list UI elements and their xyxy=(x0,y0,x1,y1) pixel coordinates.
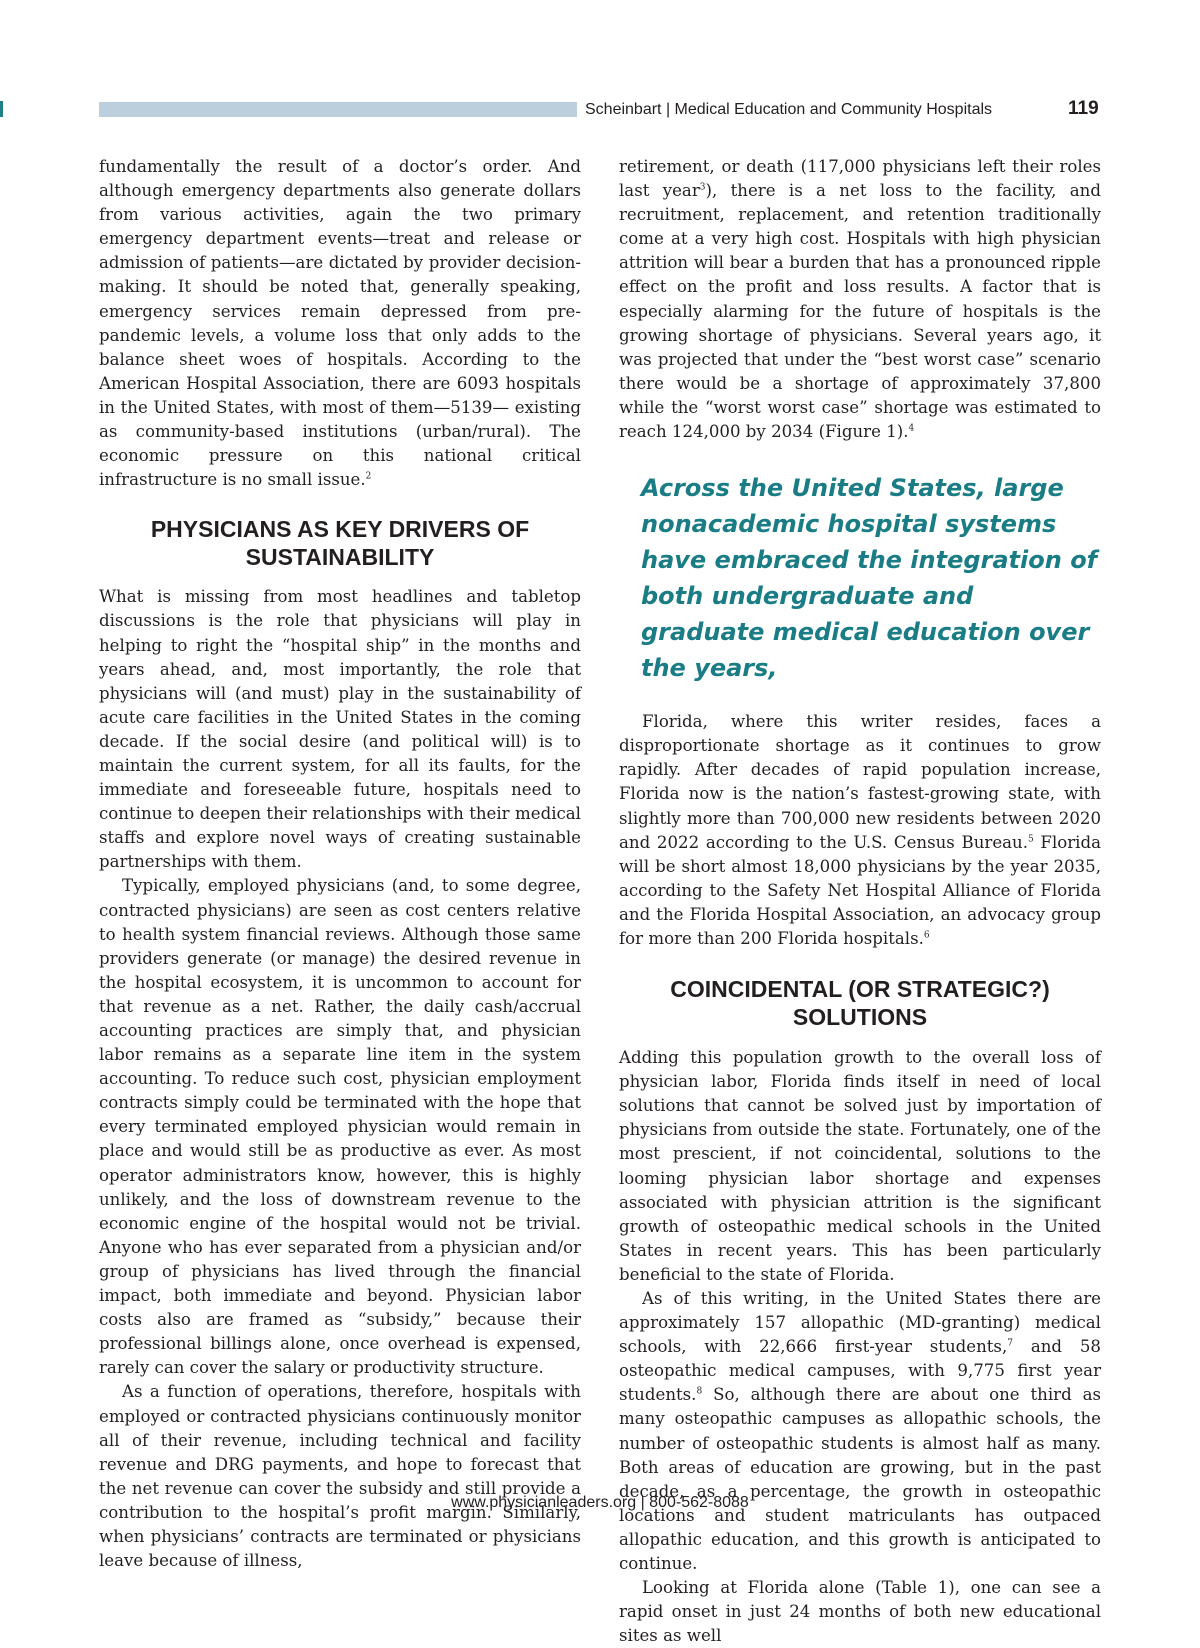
paragraph: Looking at Florida alone (Table 1), one can see a rapid onset in just 24 months of both new educational sites as well xyxy=(619,1578,1101,1646)
paragraph: As a function of operations, therefore, hospitals with employed or contracted physicians continuously monitor all of their revenue, including technical and facility revenue and DRG payments, and hope to forecast that the net revenue can cover the subsidy and still provide a contribution to the hospital’s profit margin. Similarly, when physicians’ contracts are terminated or physicians leave because of illness, xyxy=(99,1382,581,1571)
right-column xyxy=(619,155,1101,1648)
footer-contact: www.physicianleaders.org | 800-562-8088 xyxy=(451,1494,749,1511)
footnote-ref: 4 xyxy=(908,423,915,434)
section-heading: COINCIDENTAL (OR STRATEGIC?) SOLUTIONS xyxy=(670,976,1050,1031)
footnote-ref: 2 xyxy=(365,471,372,482)
paragraph: fundamentally the result of a doctor’s order. And although emergency departments also generate dollars from various activities, again the two primary emergency department events—treat and release or admission of patients—are dictated by provider decision-making. It should be noted that, generally speaking, emergency services remain depressed from pre-pandemic levels, a volume loss that only adds to the balance sheet woes of hospitals. According to the American Hospital Association, there are 6093 hospitals in the United States, with most of them—5139— existing as community-based institutions (urban/rural). The economic pressure on this national critical infrastructure is no small issue.$^2$ xyxy=(99,157,581,490)
footnote-ref: 6 xyxy=(923,930,930,941)
section-heading: PHYSICIANS AS KEY DRIVERS OF SUSTAINABILITY xyxy=(150,516,530,571)
footnote-ref: 8 xyxy=(696,1386,703,1397)
left-column xyxy=(99,155,581,1573)
paragraph: What is missing from most headlines and tabletop discussions is the role that physicians will play in helping to right the “hospital ship” in the months and years ahead, and, most importantly, the role that physicians will (and must) play in the sustainability of acute care facilities in the United States in the coming decade. If the social desire (and political will) is to maintain the current system, for all its faults, for the immediate and foreseeable future, hospitals need to continue to deepen their relationships with their medical staffs and explore novel ways of creating sustainable partnerships with them. xyxy=(99,587,581,872)
header-bar xyxy=(99,102,577,117)
footnote-ref: 3 xyxy=(699,182,706,193)
page-number: 119 xyxy=(1068,98,1099,119)
footnote-ref: 7 xyxy=(1007,1338,1013,1349)
paragraph: retirement, or death (117,000 physicians left their roles last year$^3$), there is a net loss to the facility, and recruitment, replacement, and retention traditionally come at a very high cost. Hospitals with high physician attrition will bear a burden that has a pronounced ripple effect on the profit and loss results. A factor that is especially alarming for the future of hospitals is the growing shortage of physicians. Several years ago, it was projected that under the “best worst case” scenario there would be a shortage of approximately 37,800 while the “worst worst case” shortage was estimated to reach 124,000 by 2034 (Figure 1).$^4$ xyxy=(619,157,1101,442)
running-header: Scheinbart | Medical Education and Community Hospitals xyxy=(585,101,993,118)
footnote-ref: 5 xyxy=(1028,834,1034,845)
paragraph: Adding this population growth to the overall loss of physician labor, Florida finds itself in need of local solutions that cannot be solved just by importation of physicians from outside the state. Fortunately, one of the most prescient, if not coincidental, solutions to the looming physician labor shortage and expenses associated with physician attrition is the significant growth of osteopathic medical schools in the United States in recent years. This has been particularly beneficial to the state of Florida. xyxy=(619,1048,1101,1284)
paragraph: Florida, where this writer resides, faces a disproportionate shortage as it continues to grow rapidly. After decades of rapid population increase, Florida now is the nation’s fastest-growing state, with slightly more than 700,000 new residents between 2020 and 2022 according to the U.S. Census Bureau.$^5$ Florida will be short almost 18,000 physicians by the year 2035, according to the Safety Net Hospital Alliance of Florida and the Florida Hospital Association, an advocacy group for more than 200 Florida hospitals.$^6$ xyxy=(619,712,1101,948)
edge-tab-mark xyxy=(0,101,3,117)
paragraph: As of this writing, in the United States there are approximately 157 allopathic (MD-granting) medical schools, with 22,666 first-year students,$^7$ and 58 osteopathic medical campuses, with 9,775 first year students.$^8$ So, although there are about one third as many osteopathic campuses as allopathic schools, the number of osteopathic students is almost half as many. Both areas of education are growing, but in the past decade, as a percentage, the growth in osteopathic locations and student matriculants has outpaced allopathic education, and this growth is anticipated to continue. xyxy=(619,1289,1101,1574)
pull-quote: Across the United States, large nonacademic hospital systems have embraced the integration of both undergraduate and graduate medical education over the years, xyxy=(641,474,1098,683)
paragraph: Typically, employed physicians (and, to some degree, contracted physicians) are seen as cost centers relative to health system financial reviews. Although those same providers generate (or manage) the desired revenue in the hospital ecosystem, it is uncommon to account for that revenue as a net. Rather, the daily cash/accrual accounting practices are simply that, and physician labor remains as a separate line item in the system accounting. To reduce such cost, physician employment contracts simply could be terminated with the hope that every terminated employed physician would remain in place and would still be as productive as ever. As most operator administrators know, however, this is highly unlikely, and the loss of downstream revenue to the economic engine of the hospital would not be trivial. Anyone who has ever separated from a physician and/or group of physicians has lived through the financial impact, both immediate and beyond. Physician labor costs also are framed as “subsidy,” because their professional billings alone, once overhead is expensed, rarely can cover the salary or productivity structure. xyxy=(99,876,581,1378)
